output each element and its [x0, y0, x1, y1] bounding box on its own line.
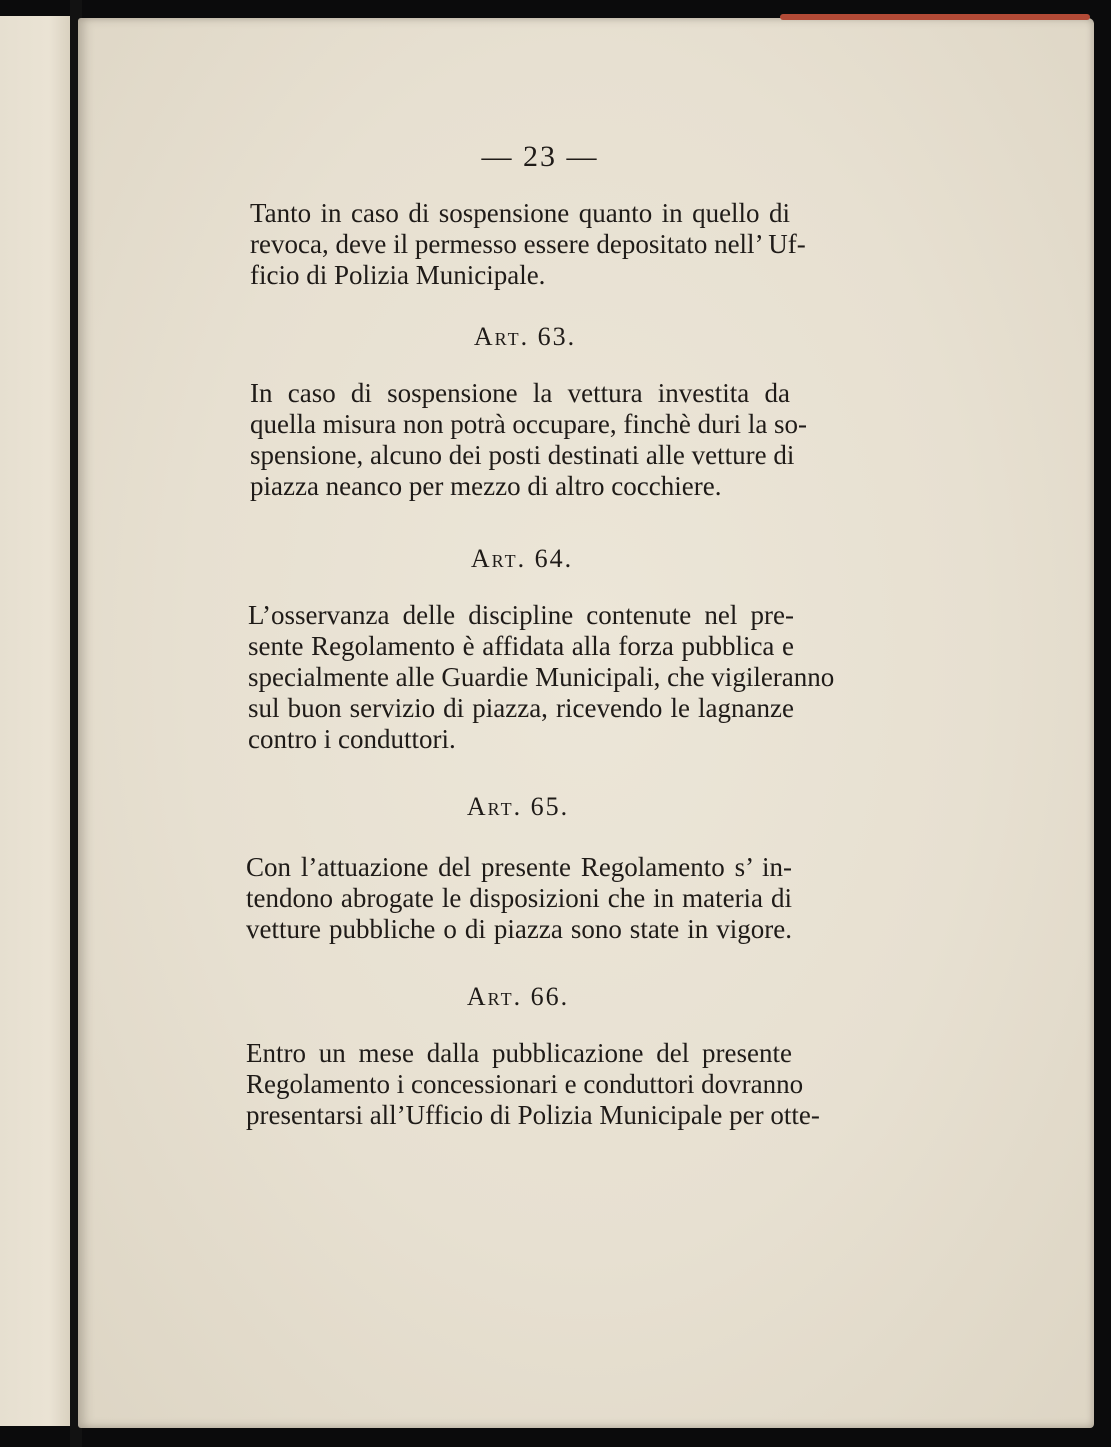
paragraph-art-65: [246, 852, 792, 945]
left-page-edge: [0, 16, 72, 1426]
text-line: contro i conduttori.: [248, 724, 456, 754]
text-line: ficio di Polizia Municipale.: [250, 260, 546, 290]
paragraph-intro: [250, 198, 806, 291]
text-line: Con l’attuazione del presente Regolamento s’ in-: [246, 852, 792, 882]
paragraph-art-64: [248, 600, 835, 755]
text-line: Entro un mese dalla pubblicazione del presente: [246, 1038, 792, 1068]
text-line: specialmente alle Guardie Municipali, che vigileranno: [248, 662, 835, 692]
text-line: quella misura non potrà occupare, finchè duri la so-: [250, 409, 808, 439]
paragraph-art-63: [250, 378, 808, 502]
text-line: spensione, alcuno dei posti destinati alle vetture di: [250, 440, 795, 470]
text-line: L’osservanza delle discipline contenute nel pre-: [248, 600, 794, 630]
article-heading-66: Art. 66.: [466, 982, 570, 1011]
red-page-edge: [780, 14, 1090, 20]
text-line: Regolamento i concessionari e conduttori dovranno: [246, 1069, 804, 1099]
text-line: piazza neanco per mezzo di altro cocchiere.: [250, 471, 722, 501]
page-number: — 23 —: [481, 140, 599, 173]
article-heading-65: Art. 65.: [466, 792, 570, 821]
article-heading-63: Art. 63.: [473, 322, 577, 351]
text-line: revoca, deve il permesso essere depositato nell’ Uf-: [250, 229, 806, 259]
text-line: Tanto in caso di sospensione quanto in quello di: [250, 198, 790, 228]
text-line: tendono abrogate le disposizioni che in materia di: [246, 883, 792, 913]
text-line: sul buon servizio di piazza, ricevendo le lagnanze: [248, 693, 794, 723]
text-line: vetture pubbliche o di piazza sono state in vigore.: [246, 914, 792, 944]
article-heading-64: Art. 64.: [470, 544, 574, 573]
text-line: sente Regolamento è affidata alla forza pubblica e: [248, 631, 794, 661]
paragraph-art-66: [246, 1038, 820, 1131]
text-line: In caso di sospensione la vettura investita da: [250, 378, 790, 408]
text-line: presentarsi all’Ufficio di Polizia Municipale per otte-: [246, 1100, 820, 1130]
